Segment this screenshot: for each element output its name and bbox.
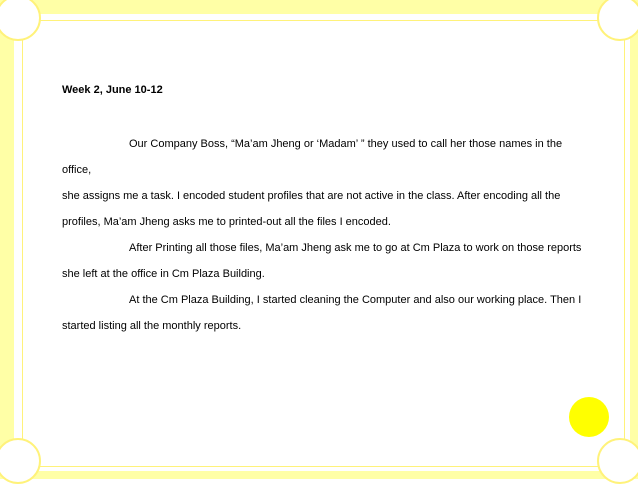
paragraph-2: [62, 235, 582, 287]
slide-line-bottom: [0, 466, 638, 467]
paragraph-2-line-2: she left at the office in Cm Plaza Building.: [62, 268, 265, 280]
slide-content: [62, 84, 582, 339]
slide-line-top: [0, 20, 638, 21]
accent-dot: [569, 397, 609, 437]
corner-ornament-top-left: [0, 0, 41, 41]
paragraph-1: [62, 131, 582, 235]
slide-border-bottom: [0, 471, 638, 479]
slide-border-left: [0, 0, 14, 479]
paragraph-3: [62, 287, 582, 339]
corner-ornament-top-right: [597, 0, 638, 41]
paragraph-1-line-3: profiles, Ma’am Jheng asks me to printed-out all the files I encoded.: [62, 216, 391, 228]
slide-line-left: [22, 0, 23, 479]
slide-border-top: [0, 0, 638, 14]
corner-ornament-bottom-right: [597, 438, 638, 484]
paragraph-3-line-2: started listing all the monthly reports.: [62, 320, 242, 332]
slide-line-right: [624, 0, 625, 479]
paragraph-2-line-1: After Printing all those files, Ma’am Jheng ask me to go at Cm Plaza to work on those reports: [129, 242, 582, 254]
paragraph-3-line-1: At the Cm Plaza Building, I started cleaning the Computer and also our working place. Then I: [129, 294, 582, 306]
slide-border-right: [630, 0, 638, 479]
paragraph-1-line-1: Our Company Boss, “Ma’am Jheng or ‘Madam’ ” they used to call her those names in the office,: [62, 138, 563, 176]
paragraph-1-line-2: she assigns me a task. I encoded student profiles that are not active in the class. After encoding all the: [62, 190, 561, 202]
slide-heading: Week 2, June 10-12: [62, 84, 163, 96]
